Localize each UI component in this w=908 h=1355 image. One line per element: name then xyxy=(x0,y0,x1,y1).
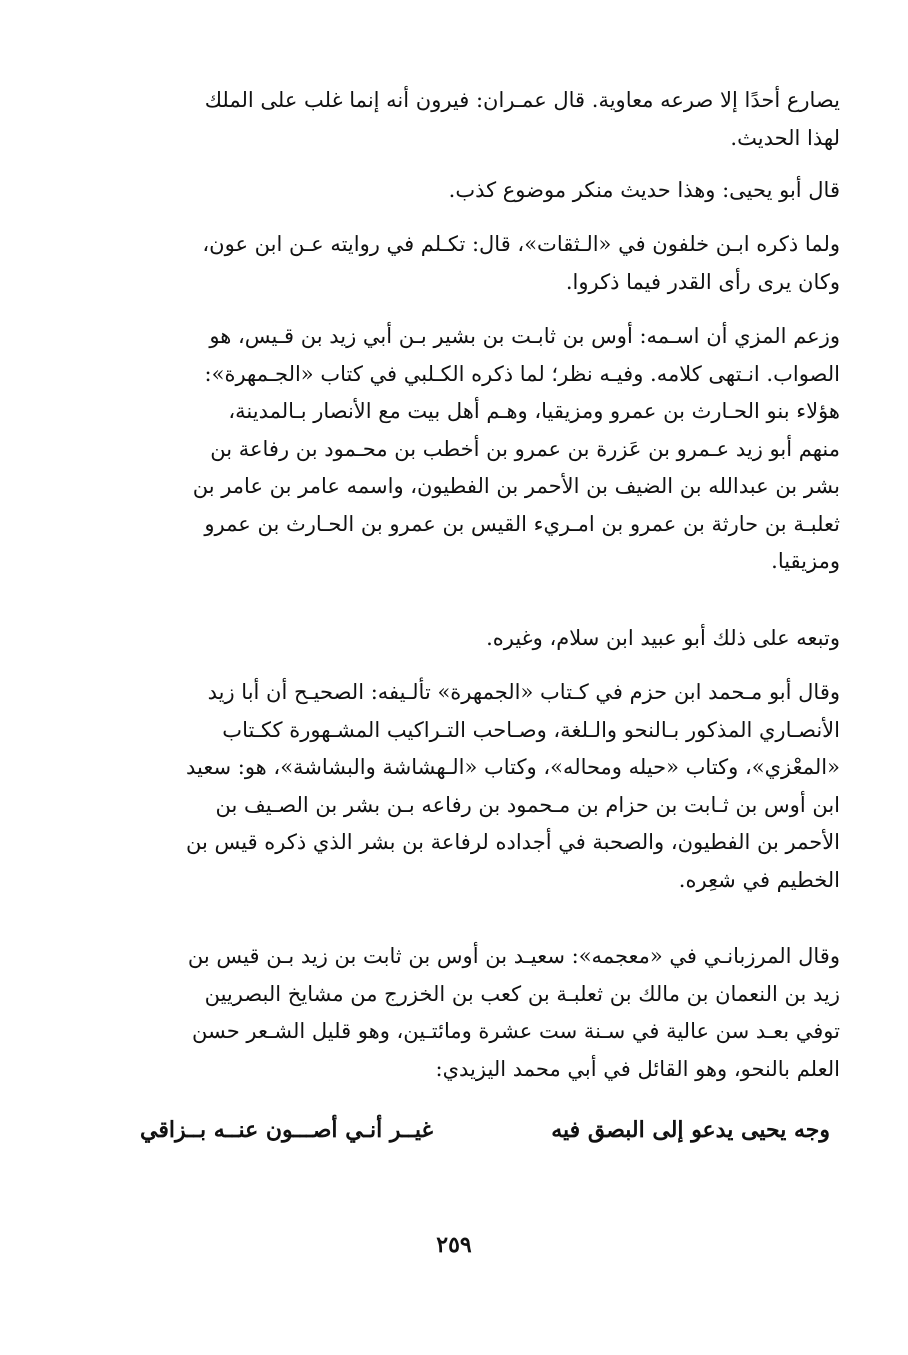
text-line: ومزيقيا. xyxy=(771,549,840,573)
text-line: بشر بن عبدالله بن الضيف بن الأحمر بن الفطيون، واسمه عامر بن عامر بن xyxy=(192,474,840,498)
text-line: لهذا الحديث. xyxy=(730,125,840,150)
verse-second-hemistich: غيــر أنـي أصـــون عنــه بــزاقي xyxy=(140,1117,434,1143)
text-line: يصارع أحدًا إلا صرعه معاوية. قال عمـران: فيرون أنه إنما غلب على الملك xyxy=(204,88,840,112)
text-line: هؤلاء بنو الحـارث بن عمرو ومزيقيا، وهـم أهل بيت مع الأنصار بـالمدينة، xyxy=(228,399,840,423)
text-line: وكان يرى رأى القدر فيما ذكروا. xyxy=(565,269,840,294)
text-line: منهم أبو زيد عـمرو بن عَزرة بن عمرو بن أخطب بن محـمود بن رفاعة بن xyxy=(210,436,840,461)
text-line: ثعلبـة بن حارثة بن عمرو بن امـريء القيس بن عمرو بن الحـارث بن عمرو xyxy=(204,511,840,536)
text-line: وزعم المزي أن اسـمه: أوس بن ثابـت بن بشير بـن أبي زيد بن قـيس، هو xyxy=(209,324,840,348)
paragraph-1 xyxy=(128,82,840,157)
text-line: الصواب. انـتهى كلامه. وفيـه نظر؛ لما ذكره الكـلبي في كتاب «الجـمهرة»: xyxy=(204,361,840,386)
text-line: ابن أوس بن ثـابت بن حزام بن مـحمود بن رفاعه بـن بشر بن الصـيف بن xyxy=(215,792,840,817)
text-line: وقال المرزبانـي في «معجمه»: سعيـد بن أوس بن ثابت بن زيد بـن قيس بن xyxy=(187,944,840,968)
paragraph-5 xyxy=(128,620,840,658)
text-line: وقال أبو مـحمد ابن حزم في كـتاب «الجمهرة» تألـيفه: الصحيـح أن أبا زيد xyxy=(207,680,840,704)
paragraph-2 xyxy=(128,172,840,210)
poem-verse xyxy=(140,1117,830,1143)
paragraph-3 xyxy=(128,226,840,301)
paragraph-4 xyxy=(128,318,840,581)
text-line: وتبعه على ذلك أبو عبيد ابن سلام، وغيره. xyxy=(486,626,840,650)
text-line: الخطيم في شعِره. xyxy=(678,867,840,892)
text-line: زيد بن النعمان بن مالك بن ثعلبـة بن كعب بن الخزرج من مشايخ البصريين xyxy=(204,981,840,1006)
paragraph-6 xyxy=(128,674,840,899)
verse-first-hemistich: وجه يحيى يدعو إلى البصق فيه xyxy=(551,1117,830,1143)
text-line: «المعْزي»، وكتاب «حيله ومحاله»، وكتاب «الـهشاشة والبشاشة»، هو: سعيد xyxy=(185,755,840,779)
text-line: العلم بالنحو، وهو القائل في أبي محمد اليزيدي: xyxy=(435,1056,840,1081)
text-line: الأنصـاري المذكور بـالنحو والـلغة، وصـاحب التـراكيب المشـهورة ككـتاب xyxy=(222,717,840,742)
text-line: قال أبو يحيى: وهذا حديث منكر موضوع كذب. xyxy=(448,178,840,202)
text-line: الأحمر بن الفطيون، والصحبة في أجداده لرفاعة بن بشر الذي ذكره قيس بن xyxy=(185,830,840,854)
text-line: توفي بعـد سن عالية في سـنة ست عشرة ومائتـين، وهو قليل الشـعر حسن xyxy=(191,1019,840,1043)
page-number: ٢٥٩ xyxy=(436,1232,472,1258)
text-line: ولما ذكره ابـن خلفون في «الـثقات»، قال: تكـلم في روايته عـن ابن عون، xyxy=(202,232,840,256)
paragraph-7 xyxy=(128,938,840,1088)
